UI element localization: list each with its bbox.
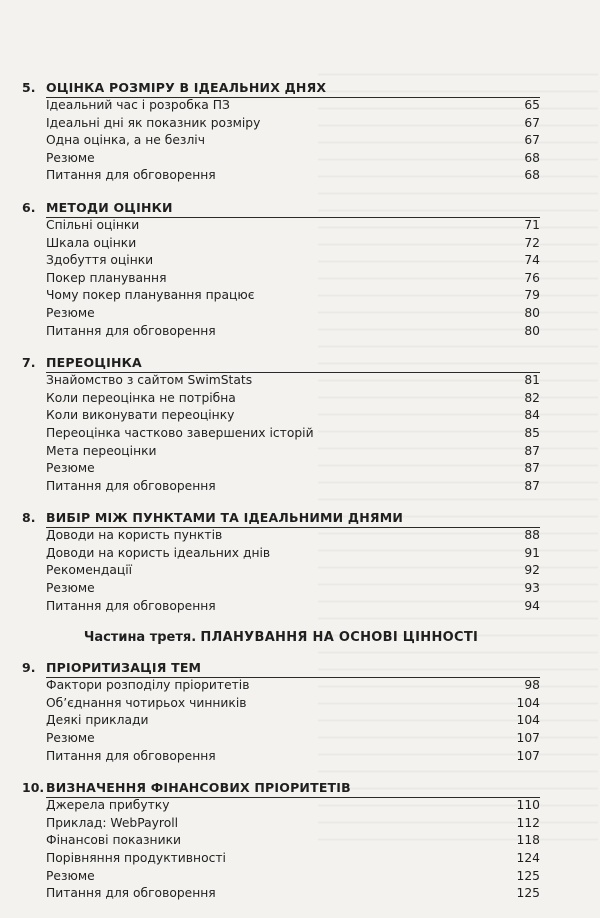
entry-page-number: 104 [516, 713, 540, 728]
toc-entry [46, 696, 540, 714]
toc-entry [46, 599, 540, 617]
dot-leader [173, 798, 514, 809]
dot-leader [237, 408, 521, 419]
entry-label: Переоцінка частково завершених історій [46, 425, 314, 440]
entry-page-number: 72 [524, 235, 540, 250]
toc-entry [46, 546, 540, 564]
entry-label: Чому покер планування працює [46, 288, 255, 303]
chapter-heading [22, 355, 540, 373]
entry-page-number: 125 [516, 868, 540, 883]
chapter-heading [22, 660, 540, 678]
entry-page-number: 67 [524, 133, 540, 148]
entry-label: Питання для обговорення [46, 748, 216, 763]
part-label: Частина третя. [83, 630, 197, 646]
toc-entry [46, 391, 540, 409]
dot-leader [219, 749, 514, 760]
toc-entry [46, 408, 540, 426]
dot-leader [98, 306, 521, 317]
toc-entry [46, 479, 540, 497]
entry-page-number: 85 [524, 425, 540, 440]
entry-page-number: 87 [524, 478, 540, 493]
toc-entry [46, 116, 540, 134]
dot-leader [142, 218, 521, 229]
entry-label: Приклад: WebPayroll [46, 815, 179, 830]
entry-label: Резюме [46, 868, 95, 883]
toc-entry [46, 798, 540, 816]
toc-entry [46, 581, 540, 599]
entry-label: Резюме [46, 305, 95, 320]
entry-page-number: 92 [524, 563, 540, 578]
chapter [22, 80, 540, 186]
entry-page-number: 74 [524, 253, 540, 268]
dot-leader [98, 731, 514, 742]
toc-entry [46, 886, 540, 904]
dot-leader [239, 391, 521, 402]
entry-label: Фінансові показники [46, 833, 181, 848]
chapter [22, 510, 540, 616]
toc-entry [46, 98, 540, 116]
toc-entry [46, 461, 540, 479]
entry-page-number: 71 [524, 217, 540, 232]
entry-page-number: 118 [516, 833, 540, 848]
entry-page-number: 80 [524, 305, 540, 320]
chapter-title: ВИЗНАЧЕННЯ ФІНАНСОВИХ ПРІОРИТЕТІВ [46, 780, 540, 798]
toc-entry [46, 133, 540, 151]
entry-page-number: 124 [516, 851, 540, 865]
entry-page-number: 81 [524, 373, 540, 388]
dot-leader [219, 168, 521, 179]
entry-label: Питання для обговорення [46, 886, 216, 901]
dot-leader [184, 833, 514, 844]
entry-page-number: 104 [516, 695, 540, 710]
chapter [22, 200, 540, 341]
part-heading [22, 630, 540, 648]
entry-label: Ідеальні дні як показник розміру [46, 115, 261, 130]
chapter-heading [22, 80, 540, 98]
entry-label: Питання для обговорення [46, 168, 216, 183]
entry-page-number: 94 [524, 598, 540, 613]
part-title: ПЛАНУВАННЯ НА ОСНОВІ ЦІННОСТІ [200, 630, 479, 646]
toc-entry [46, 306, 540, 324]
chapter [22, 355, 540, 496]
entry-label: Коли виконувати переоцінку [46, 408, 235, 423]
entry-page-number: 79 [524, 288, 540, 303]
toc-entry [46, 168, 540, 186]
toc-entry [46, 288, 540, 306]
entry-label: Одна оцінка, а не безліч [46, 133, 205, 148]
toc-entry [46, 678, 540, 696]
entry-label: Коли переоцінка не потрібна [46, 390, 236, 405]
dot-leader [225, 528, 521, 539]
entry-page-number: 98 [524, 678, 540, 693]
toc-entry [46, 324, 540, 342]
entry-label: Покер планування [46, 270, 167, 285]
dot-leader [233, 98, 521, 109]
entry-page-number: 82 [524, 390, 540, 405]
entry-label: Спільні оцінки [46, 217, 140, 232]
toc-entry [46, 851, 540, 869]
toc-entry [46, 253, 540, 271]
toc-entry [46, 373, 540, 391]
chapter [22, 660, 540, 766]
entry-page-number: 65 [524, 98, 540, 112]
chapter [22, 780, 540, 904]
entry-label: Резюме [46, 150, 95, 165]
dot-leader [139, 236, 521, 247]
entry-page-number: 84 [524, 408, 540, 423]
chapter-heading [22, 510, 540, 528]
entry-label: Питання для обговорення [46, 323, 216, 338]
chapter-number: 6. [22, 199, 36, 215]
entry-label: Рекомендації [46, 563, 133, 578]
entry-page-number: 87 [524, 461, 540, 476]
entry-label: Резюме [46, 461, 95, 476]
chapter-title: ВИБІР МІЖ ПУНКТАМИ ТА ІДЕАЛЬНИМИ ДНЯМИ [46, 510, 540, 528]
dot-leader [151, 713, 513, 724]
dot-leader [208, 133, 521, 144]
entry-page-number: 91 [524, 545, 540, 560]
chapters-group-b [22, 660, 540, 904]
dot-leader [250, 696, 514, 707]
toc-entry [46, 749, 540, 767]
toc-entry [46, 426, 540, 444]
toc-entry [46, 833, 540, 851]
dot-leader [98, 461, 521, 472]
toc-entry [46, 271, 540, 289]
dot-leader [255, 373, 521, 384]
dot-leader [219, 886, 514, 897]
toc-entry [46, 869, 540, 887]
entry-label: Мета переоцінки [46, 443, 157, 458]
entry-page-number: 107 [516, 731, 540, 746]
chapter-number: 7. [22, 355, 36, 371]
entry-label: Порівняння продуктивності [46, 851, 226, 865]
dot-leader [252, 678, 521, 689]
dot-leader [273, 546, 521, 557]
entry-label: Питання для обговорення [46, 478, 216, 493]
toc-entry [46, 731, 540, 749]
dot-leader [229, 851, 514, 862]
entry-label: Резюме [46, 731, 95, 746]
dot-leader [219, 479, 521, 490]
entry-page-number: 76 [524, 270, 540, 285]
entry-label: Доводи на користь ідеальних днів [46, 545, 271, 560]
table-of-contents [22, 80, 540, 918]
chapter-number: 10. [22, 780, 45, 796]
dot-leader [98, 581, 521, 592]
entry-label: Знайомство з сайтом SwimStats [46, 373, 253, 388]
dot-leader [181, 816, 513, 827]
entry-label: Резюме [46, 581, 95, 596]
chapter-heading [22, 780, 540, 798]
toc-entry [46, 236, 540, 254]
dot-leader [98, 151, 521, 162]
dot-leader [135, 563, 521, 574]
dot-leader [98, 869, 514, 880]
chapters-group-a [22, 80, 540, 616]
toc-entry [46, 218, 540, 236]
toc-entry [46, 528, 540, 546]
entry-label: Доводи на користь пунктів [46, 528, 223, 543]
chapter-title: ПРІОРИТИЗАЦІЯ ТЕМ [46, 660, 540, 678]
dot-leader [317, 426, 521, 437]
toc-entry [46, 151, 540, 169]
entry-label: Здобуття оцінки [46, 253, 154, 268]
dot-leader [219, 324, 521, 335]
entry-page-number: 68 [524, 150, 540, 165]
entry-page-number: 125 [516, 886, 540, 901]
toc-entry [46, 444, 540, 462]
entry-label: Деякі приклади [46, 713, 149, 728]
chapter-title: ОЦІНКА РОЗМІРУ В ІДЕАЛЬНИХ ДНЯХ [46, 80, 540, 98]
entry-label: Шкала оцінки [46, 235, 137, 250]
toc-entry [46, 816, 540, 834]
chapter-number: 5. [22, 80, 36, 95]
chapter-title: МЕТОДИ ОЦІНКИ [46, 200, 540, 218]
chapter-number: 9. [22, 660, 36, 676]
dot-leader [160, 444, 521, 455]
chapter-heading [22, 200, 540, 218]
entry-page-number: 93 [524, 581, 540, 596]
entry-label: Питання для обговорення [46, 598, 216, 613]
entry-page-number: 68 [524, 168, 540, 183]
entry-label: Джерела прибутку [46, 798, 170, 813]
entry-page-number: 112 [516, 815, 540, 830]
dot-leader [170, 271, 522, 282]
entry-page-number: 87 [524, 443, 540, 458]
entry-page-number: 67 [524, 115, 540, 130]
entry-page-number: 88 [524, 528, 540, 543]
dot-leader [156, 253, 521, 264]
dot-leader [263, 116, 521, 127]
entry-label: Об’єднання чотирьох чинників [46, 695, 247, 710]
entry-page-number: 107 [516, 748, 540, 763]
dot-leader [257, 288, 521, 299]
dot-leader [219, 599, 521, 610]
toc-entry [46, 713, 540, 731]
toc-entry [46, 563, 540, 581]
entry-label: Фактори розподілу пріоритетів [46, 678, 250, 693]
chapter-number: 8. [22, 510, 36, 526]
entry-label: Ідеальний час і розробка ПЗ [46, 98, 230, 112]
chapter-title: ПЕРЕОЦІНКА [46, 355, 540, 373]
entry-page-number: 110 [516, 798, 540, 813]
entry-page-number: 80 [524, 323, 540, 338]
